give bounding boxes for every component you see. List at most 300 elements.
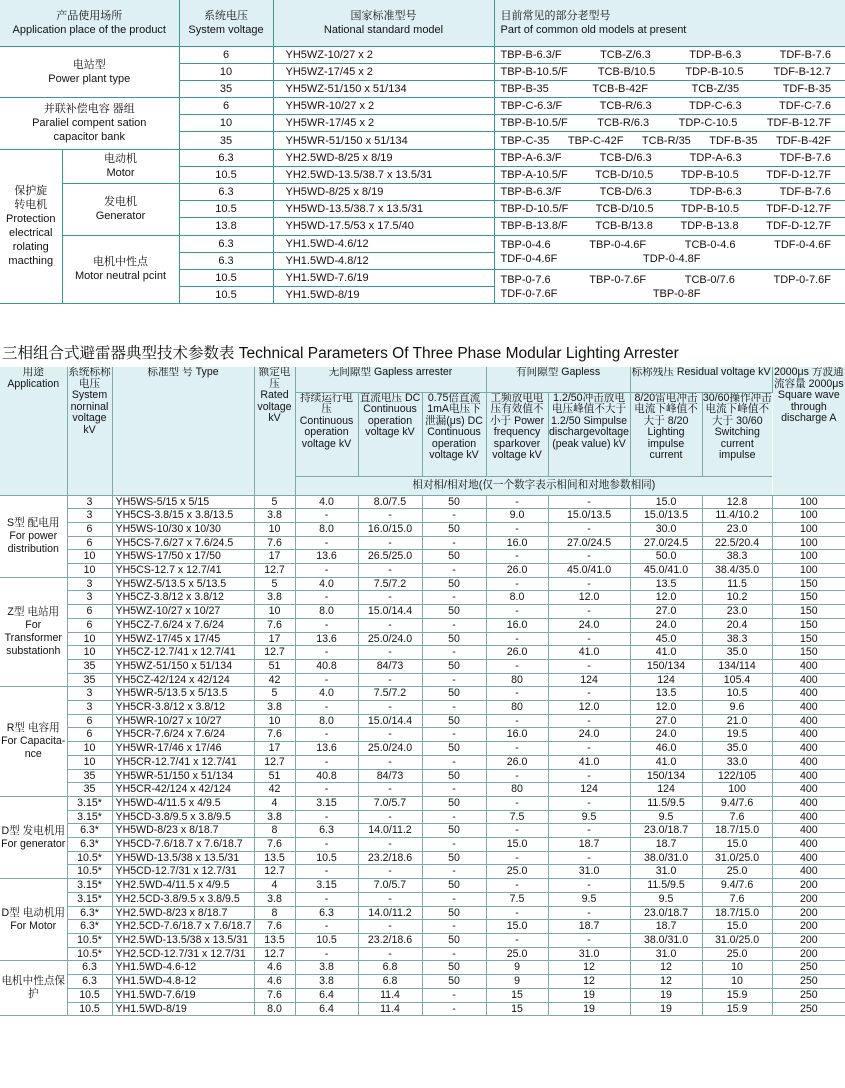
- old-model: TCB-Z/35: [691, 82, 740, 95]
- system-voltage: 6.3: [179, 149, 273, 166]
- cont-voltage: 3.15: [295, 879, 358, 893]
- t2-row: [0, 838, 845, 852]
- dc-voltage: 23.2/18.6: [358, 851, 422, 865]
- t2-row: [0, 550, 845, 564]
- leakage: 50: [422, 605, 486, 619]
- dc-voltage: -: [358, 728, 422, 742]
- old-model-table: [0, 0, 845, 304]
- lighting-residual: 12.0: [630, 701, 702, 715]
- power-frequency: -: [486, 879, 548, 893]
- square-wave: 100: [772, 564, 845, 578]
- switching-residual: 35.0: [702, 742, 772, 756]
- cont-voltage: -: [295, 701, 358, 715]
- switching-residual: 12.8: [702, 495, 772, 509]
- t2-row: [0, 618, 845, 632]
- old-model: TDP-B-10.5: [680, 168, 739, 181]
- system-voltage: 6.3: [179, 184, 273, 201]
- t1-row: [0, 98, 845, 115]
- square-wave: 200: [772, 920, 845, 934]
- square-wave: 400: [772, 783, 845, 797]
- system-voltage: 6: [67, 522, 112, 536]
- dc-voltage: 7.5/7.2: [358, 577, 422, 591]
- system-voltage: 10: [67, 564, 112, 578]
- rated-voltage: 13.5: [254, 851, 295, 865]
- old-model: TDF-B-42F: [775, 134, 831, 147]
- leakage: -: [422, 536, 486, 550]
- rated-voltage: 42: [254, 673, 295, 687]
- switching-residual: 38.3: [702, 632, 772, 646]
- old-models-cell: [494, 218, 845, 235]
- system-voltage: 6: [67, 536, 112, 550]
- system-voltage: 10.5: [179, 269, 273, 286]
- old-model: TCB-D/6.3: [599, 186, 652, 199]
- leakage: 50: [422, 934, 486, 948]
- dc-voltage: -: [358, 865, 422, 879]
- square-wave: 150: [772, 618, 845, 632]
- dc-voltage: 7.0/5.7: [358, 879, 422, 893]
- switching-residual: 7.6: [702, 810, 772, 824]
- dc-voltage: 14.0/11.2: [358, 824, 422, 838]
- t2-row: [0, 742, 845, 756]
- cont-voltage: -: [295, 783, 358, 797]
- header-old-models: 目前常见的部分老型号 Part of common old models at present: [494, 0, 845, 46]
- t2-row: [0, 591, 845, 605]
- switching-residual: 134/114: [702, 659, 772, 673]
- lighting-residual: 27.0: [630, 714, 702, 728]
- cont-voltage: -: [295, 509, 358, 523]
- tech-param-table: [0, 367, 845, 1016]
- old-model: TBP-C-6.3/F: [500, 100, 563, 113]
- leakage: 50: [422, 632, 486, 646]
- dc-voltage: 84/73: [358, 769, 422, 783]
- dc-voltage: 23.2/18.6: [358, 934, 422, 948]
- rated-voltage: 7.6: [254, 838, 295, 852]
- impulse: 31.0: [548, 947, 630, 961]
- dc-voltage: -: [358, 564, 422, 578]
- old-model: TDP-C-10.5: [678, 117, 738, 130]
- system-voltage: 6: [67, 605, 112, 619]
- old-model: TDF-B-35: [782, 82, 831, 95]
- impulse: -: [548, 851, 630, 865]
- old-model: TBP-0-8F: [652, 287, 701, 300]
- leakage: 50: [422, 577, 486, 591]
- power-frequency: 15: [486, 988, 548, 1002]
- leakage: -: [422, 673, 486, 687]
- cont-voltage: 4.0: [295, 687, 358, 701]
- square-wave: 150: [772, 646, 845, 660]
- cont-voltage: 13.6: [295, 550, 358, 564]
- impulse: -: [548, 796, 630, 810]
- square-wave: 400: [772, 701, 845, 715]
- cont-voltage: 8.0: [295, 605, 358, 619]
- t1-row: [0, 46, 845, 63]
- dc-voltage: -: [358, 892, 422, 906]
- old-models-cell: [494, 201, 845, 218]
- old-model: TCB-Z/6.3: [600, 48, 651, 61]
- old-model: TBP-C-42F: [567, 134, 624, 147]
- old-model: TCB-D/6.3: [599, 151, 652, 164]
- square-wave: 200: [772, 892, 845, 906]
- system-voltage: 6: [179, 98, 273, 115]
- rated-voltage: 12.7: [254, 646, 295, 660]
- t2-row: [0, 646, 845, 660]
- old-model: TDF-C-7.6: [779, 100, 831, 113]
- type: YH5CZ-3.8/12 x 3.8/12: [112, 591, 254, 605]
- cont-voltage: 40.8: [295, 769, 358, 783]
- cont-voltage: 6.4: [295, 1002, 358, 1016]
- type: YH5WS-10/30 x 10/30: [112, 522, 254, 536]
- power-frequency: 9: [486, 975, 548, 989]
- type: YH5CR-3.8/12 x 3.8/12: [112, 701, 254, 715]
- t2-row: [0, 577, 845, 591]
- switching-residual: 38.4/35.0: [702, 564, 772, 578]
- square-wave: 400: [772, 728, 845, 742]
- old-model: TDP-A-6.3: [689, 151, 742, 164]
- old-model: TBP-B-10.5/F: [500, 65, 568, 78]
- lighting-residual: 23.0/18.7: [630, 906, 702, 920]
- square-wave: 200: [772, 879, 845, 893]
- switching-residual: 38.3: [702, 550, 772, 564]
- impulse: -: [548, 659, 630, 673]
- switching-residual: 100: [702, 783, 772, 797]
- leakage: -: [422, 783, 486, 797]
- lighting-residual: 150/134: [630, 659, 702, 673]
- header-rated-voltage: 额定电压 Rated voltage kV: [254, 367, 295, 495]
- system-voltage: 10.5*: [67, 947, 112, 961]
- switching-residual: 15.0: [702, 838, 772, 852]
- system-voltage: 10: [67, 550, 112, 564]
- t2-row: [0, 564, 845, 578]
- power-frequency: 15: [486, 1002, 548, 1016]
- old-models-cell: [494, 184, 845, 201]
- dc-voltage: 16.0/15.0: [358, 522, 422, 536]
- impulse: 9.5: [548, 810, 630, 824]
- type: YH5CD-3.8/9.5 x 3.8/9.5: [112, 810, 254, 824]
- dc-voltage: 25.0/24.0: [358, 632, 422, 646]
- type: YH1.5WD-4.8-12: [112, 975, 254, 989]
- leakage: 50: [422, 687, 486, 701]
- switching-residual: 22.5/20.4: [702, 536, 772, 550]
- t2-row: [0, 879, 845, 893]
- old-model: TDF-B-7.6: [779, 186, 831, 199]
- power-frequency: 15.0: [486, 920, 548, 934]
- impulse: 18.7: [548, 838, 630, 852]
- sub-application-label: 电动机 Motor: [62, 149, 179, 183]
- application-group-label: D型 电动机用 For Motor: [0, 879, 67, 961]
- cont-voltage: -: [295, 838, 358, 852]
- t2-row: [0, 769, 845, 783]
- rated-voltage: 8.0: [254, 1002, 295, 1016]
- lighting-residual: 41.0: [630, 646, 702, 660]
- header-application: 产品使用场所 Application place of the product: [0, 0, 179, 46]
- impulse: 41.0: [548, 646, 630, 660]
- national-model: YH5WD-17.5/53 x 17.5/40: [273, 218, 494, 235]
- power-frequency: 7.5: [486, 810, 548, 824]
- lighting-residual: 23.0/18.7: [630, 824, 702, 838]
- system-voltage: 10.5*: [67, 865, 112, 879]
- dc-voltage: -: [358, 920, 422, 934]
- dc-voltage: -: [358, 673, 422, 687]
- system-voltage: 10: [179, 115, 273, 132]
- system-voltage: 10.5: [67, 1002, 112, 1016]
- type: YH5CS-3.8/15 x 3.8/13.5: [112, 509, 254, 523]
- leakage: -: [422, 1002, 486, 1016]
- cont-voltage: -: [295, 646, 358, 660]
- cont-voltage: -: [295, 728, 358, 742]
- type: YH5CR-12.7/41 x 12.7/41: [112, 755, 254, 769]
- square-wave: 150: [772, 632, 845, 646]
- old-model: TBP-B-13.8/F: [500, 220, 568, 233]
- system-voltage: 35: [179, 80, 273, 97]
- t1-row: [0, 184, 845, 201]
- system-voltage: 10: [179, 63, 273, 80]
- cont-voltage: -: [295, 536, 358, 550]
- lighting-residual: 13.5: [630, 687, 702, 701]
- cont-voltage: 3.8: [295, 975, 358, 989]
- lighting-residual: 124: [630, 673, 702, 687]
- header-power-frequency: 工频放电电压有效值不小于 Power frequency sparkover voltage kV: [486, 392, 548, 476]
- old-models-cell: [494, 166, 845, 183]
- square-wave: 400: [772, 714, 845, 728]
- old-model: TBP-D-10.5/F: [500, 203, 569, 216]
- lighting-residual: 150/134: [630, 769, 702, 783]
- lighting-residual: 45.0/41.0: [630, 564, 702, 578]
- dc-voltage: 6.8: [358, 975, 422, 989]
- switching-residual: 10.5: [702, 687, 772, 701]
- power-frequency: 80: [486, 701, 548, 715]
- leakage: 50: [422, 824, 486, 838]
- cont-voltage: 13.6: [295, 742, 358, 756]
- lighting-residual: 9.5: [630, 810, 702, 824]
- old-model: TBP-0-4.6: [500, 239, 551, 252]
- type: YH2.5WD-4/11.5 x 4/9.5: [112, 879, 254, 893]
- system-voltage: 6.3*: [67, 838, 112, 852]
- national-model: YH5WZ-51/150 x 51/134: [273, 80, 494, 97]
- type: YH1.5WD-7.6/19: [112, 988, 254, 1002]
- impulse: 45.0/41.0: [548, 564, 630, 578]
- leakage: -: [422, 646, 486, 660]
- impulse: 18.7: [548, 920, 630, 934]
- system-voltage: 6: [179, 46, 273, 63]
- type: YH5WR-10/27 x 10/27: [112, 714, 254, 728]
- header-system-voltage: 系统标称电压 System norninal voltage kV: [67, 367, 112, 495]
- sub-application-label: 发电机 Generator: [62, 184, 179, 236]
- lighting-residual: 13.5: [630, 577, 702, 591]
- switching-residual: 15.0: [702, 920, 772, 934]
- cont-voltage: -: [295, 755, 358, 769]
- rated-voltage: 4: [254, 796, 295, 810]
- leakage: 50: [422, 659, 486, 673]
- impulse: 124: [548, 783, 630, 797]
- leakage: -: [422, 701, 486, 715]
- power-frequency: -: [486, 714, 548, 728]
- impulse: 24.0: [548, 728, 630, 742]
- dc-voltage: -: [358, 591, 422, 605]
- dc-voltage: 15.0/14.4: [358, 605, 422, 619]
- lighting-residual: 15.0: [630, 495, 702, 509]
- power-frequency: 26.0: [486, 755, 548, 769]
- switching-residual: 31.0/25.0: [702, 934, 772, 948]
- rated-voltage: 12.7: [254, 947, 295, 961]
- rated-voltage: 5: [254, 495, 295, 509]
- t2-row: [0, 961, 845, 975]
- cont-voltage: -: [295, 591, 358, 605]
- cont-voltage: 40.8: [295, 659, 358, 673]
- header-switching-impulse: 30/60操作冲击电流下峰值不大于 30/60 Switching current impulse: [702, 392, 772, 476]
- old-model: TBP-0-7.6F: [589, 273, 647, 286]
- impulse: -: [548, 714, 630, 728]
- old-model: TDF-D-12.7F: [766, 168, 831, 181]
- sub-application-label: 电机中性点 Motor neutral pcint: [62, 235, 179, 304]
- power-frequency: 25.0: [486, 865, 548, 879]
- lighting-residual: 18.7: [630, 838, 702, 852]
- rated-voltage: 3.8: [254, 701, 295, 715]
- old-model: TDP-B-10.5: [685, 65, 744, 78]
- header-square-wave: 2000μs 方波通流容量 2000μs Square wave through discharge A: [772, 367, 845, 495]
- t2-header-row-1: [0, 367, 845, 392]
- national-model: YH1.5WD-7.6/19: [273, 269, 494, 286]
- system-voltage: 3.15*: [67, 879, 112, 893]
- impulse: 12: [548, 961, 630, 975]
- square-wave: 250: [772, 975, 845, 989]
- system-voltage: 10.5*: [67, 934, 112, 948]
- rated-voltage: 3.8: [254, 591, 295, 605]
- power-frequency: -: [486, 796, 548, 810]
- cont-voltage: 4.0: [295, 577, 358, 591]
- switching-residual: 10: [702, 975, 772, 989]
- impulse: -: [548, 605, 630, 619]
- rated-voltage: 8: [254, 906, 295, 920]
- switching-residual: 9.4/7.6: [702, 796, 772, 810]
- lighting-residual: 38.0/31.0: [630, 851, 702, 865]
- impulse: 24.0: [548, 618, 630, 632]
- lighting-residual: 27.0: [630, 605, 702, 619]
- old-models-cell: [494, 235, 845, 269]
- t2-row: [0, 988, 845, 1002]
- power-frequency: 16.0: [486, 618, 548, 632]
- cont-voltage: -: [295, 892, 358, 906]
- old-model: TDP-B-13.8: [680, 220, 739, 233]
- system-voltage: 3.15*: [67, 810, 112, 824]
- square-wave: 100: [772, 522, 845, 536]
- rated-voltage: 17: [254, 742, 295, 756]
- dc-voltage: 84/73: [358, 659, 422, 673]
- old-model: TCB-B-42F: [592, 82, 648, 95]
- national-model: YH5WR-10/27 x 2: [273, 98, 494, 115]
- old-model: TDF-B-7.6: [779, 48, 831, 61]
- t2-row: [0, 934, 845, 948]
- leakage: 50: [422, 879, 486, 893]
- old-model: TCB-0-4.6: [684, 239, 736, 252]
- rated-voltage: 4.6: [254, 975, 295, 989]
- lighting-residual: 45.0: [630, 632, 702, 646]
- old-model: TCB-B/10.5: [597, 65, 656, 78]
- t2-row: [0, 509, 845, 523]
- header-leakage: 0.75倍直流1mA电压下泄漏(μs) DC Continuous operation voltage kV: [422, 392, 486, 476]
- old-model: TBP-B-6.3/F: [500, 48, 562, 61]
- leakage: -: [422, 988, 486, 1002]
- old-models-cell: [494, 46, 845, 63]
- system-voltage: 10.5: [179, 287, 273, 304]
- t2-row: [0, 906, 845, 920]
- lighting-residual: 12.0: [630, 591, 702, 605]
- old-model: TBP-A-10.5/F: [500, 168, 568, 181]
- switching-residual: 21.0: [702, 714, 772, 728]
- power-frequency: 25.0: [486, 947, 548, 961]
- system-voltage: 3.15*: [67, 796, 112, 810]
- switching-residual: 18.7/15.0: [702, 824, 772, 838]
- leakage: 50: [422, 975, 486, 989]
- system-voltage: 6.3: [67, 975, 112, 989]
- t2-row: [0, 824, 845, 838]
- type: YH2.5WD-8/23 x 8/18.7: [112, 906, 254, 920]
- national-model: YH1.5WD-8/19: [273, 287, 494, 304]
- rated-voltage: 12.7: [254, 564, 295, 578]
- leakage: -: [422, 892, 486, 906]
- old-model: TCB-R/6.3: [597, 117, 650, 130]
- rated-voltage: 10: [254, 714, 295, 728]
- leakage: 50: [422, 714, 486, 728]
- power-frequency: 7.5: [486, 892, 548, 906]
- cont-voltage: -: [295, 564, 358, 578]
- old-model: TDF-B-12.7F: [766, 117, 831, 130]
- rated-voltage: 12.7: [254, 865, 295, 879]
- system-voltage: 10.5: [179, 201, 273, 218]
- power-frequency: -: [486, 687, 548, 701]
- type: YH5WR-51/150 x 51/134: [112, 769, 254, 783]
- leakage: -: [422, 838, 486, 852]
- type: YH5CD-7.6/18.7 x 7.6/18.7: [112, 838, 254, 852]
- power-frequency: 80: [486, 673, 548, 687]
- lighting-residual: 124: [630, 783, 702, 797]
- old-models-cell: [494, 149, 845, 166]
- switching-residual: 23.0: [702, 605, 772, 619]
- power-frequency: -: [486, 769, 548, 783]
- dc-voltage: -: [358, 947, 422, 961]
- t2-row: [0, 687, 845, 701]
- switching-residual: 25.0: [702, 865, 772, 879]
- system-voltage: 3.15*: [67, 892, 112, 906]
- t2-row: [0, 632, 845, 646]
- t2-row: [0, 851, 845, 865]
- type: YH5WD-4/11.5 x 4/9.5: [112, 796, 254, 810]
- rated-voltage: 12.7: [254, 755, 295, 769]
- impulse: -: [548, 495, 630, 509]
- power-frequency: -: [486, 824, 548, 838]
- lighting-residual: 27.0/24.5: [630, 536, 702, 550]
- dc-voltage: -: [358, 838, 422, 852]
- old-model: TCB-R/6.3: [599, 100, 652, 113]
- power-frequency: -: [486, 522, 548, 536]
- lighting-residual: 9.5: [630, 892, 702, 906]
- system-voltage: 10: [67, 632, 112, 646]
- old-model: TDF-0-4.6F: [500, 253, 558, 266]
- lighting-residual: 12: [630, 975, 702, 989]
- header-cont-voltage: 持续运行电压 Continuous operation voltage kV: [295, 392, 358, 476]
- old-model: TCB-0/7.6: [684, 273, 735, 286]
- impulse: 27.0/24.5: [548, 536, 630, 550]
- switching-residual: 15.9: [702, 1002, 772, 1016]
- type: YH5WR-17/46 x 17/46: [112, 742, 254, 756]
- leakage: -: [422, 728, 486, 742]
- power-frequency: -: [486, 934, 548, 948]
- old-model: TCB-D/10.5: [595, 168, 654, 181]
- system-voltage: 10.5: [179, 166, 273, 183]
- system-voltage: 35: [67, 783, 112, 797]
- header-residual-voltage: 标称残压 Residual voltage kV: [630, 367, 772, 392]
- rated-voltage: 7.6: [254, 536, 295, 550]
- leakage: 50: [422, 796, 486, 810]
